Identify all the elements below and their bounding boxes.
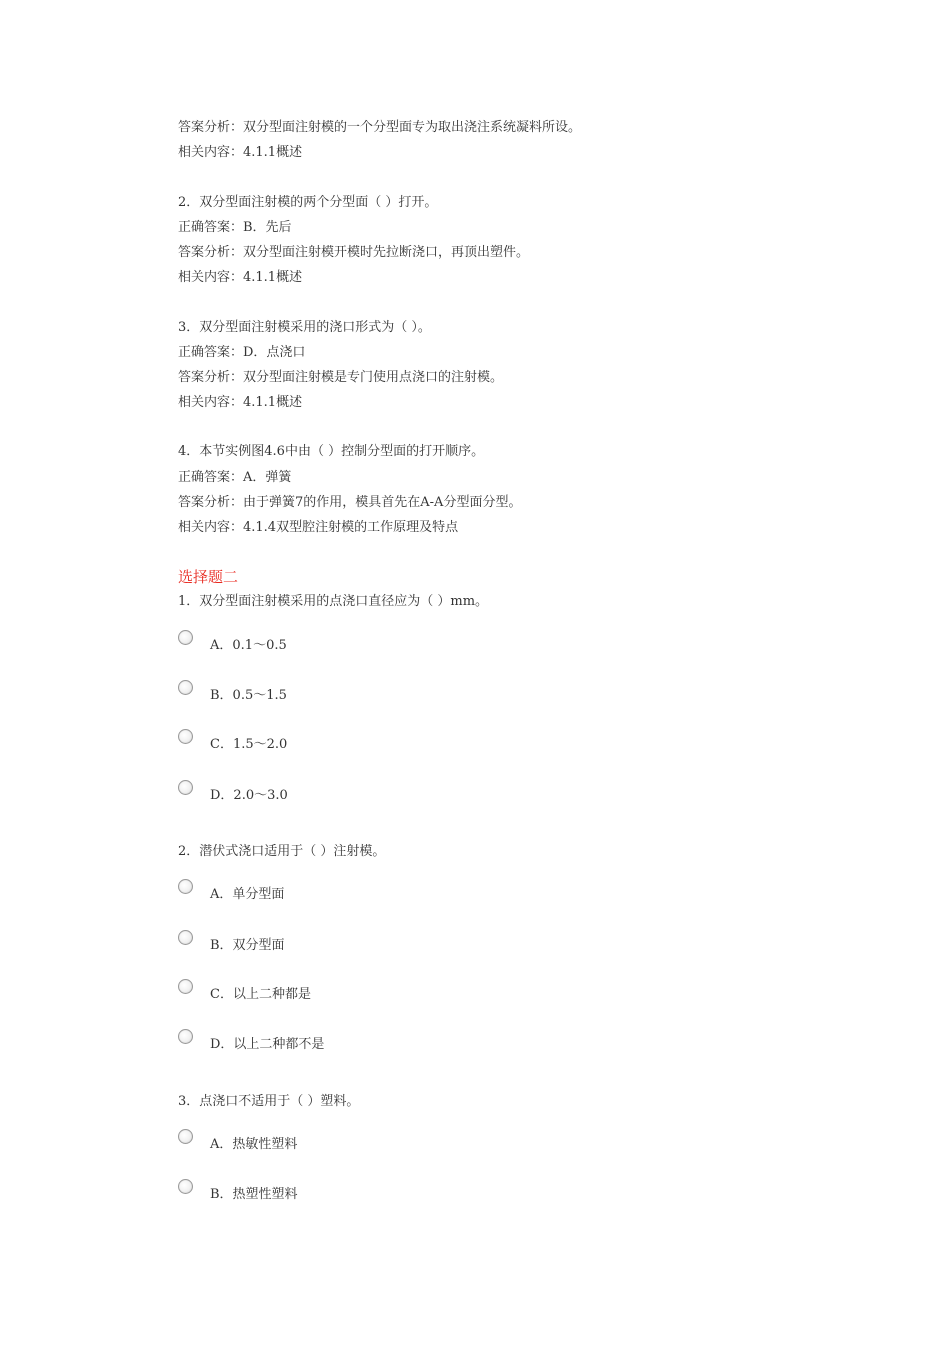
option-label: D．2.0～3.0 — [210, 788, 288, 803]
related-content: 相关内容：4.1.1概述 — [178, 270, 303, 285]
question-text: 3．点浇口不适用于（ ）塑料。 — [178, 1094, 360, 1109]
option-label: A．单分型面 — [210, 887, 285, 902]
option-label: B．0.5～1.5 — [210, 688, 287, 703]
related-content: 相关内容：4.1.1概述 — [178, 145, 303, 160]
option-label: D．以上二种都不是 — [210, 1037, 325, 1052]
option-label: A．热敏性塑料 — [210, 1137, 298, 1152]
answer-analysis: 答案分析：由于弹簧7的作用，模具首先在A-A分型面分型。 — [178, 495, 522, 510]
option-label: B．热塑性塑料 — [210, 1187, 298, 1202]
answer-analysis: 答案分析：双分型面注射模开模时先拉断浇口，再顶出塑件。 — [178, 245, 530, 260]
correct-answer: 正确答案：D．点浇口 — [178, 345, 306, 360]
question-text: 3．双分型面注射模采用的浇口形式为（ ）。 — [178, 320, 431, 335]
question-text: 2．潜伏式浇口适用于（ ）注射模。 — [178, 844, 386, 859]
question-text: 2．双分型面注射模的两个分型面（ ）打开。 — [178, 195, 438, 210]
option-label: B．双分型面 — [210, 938, 285, 953]
radio-button[interactable] — [178, 930, 193, 945]
radio-button[interactable] — [178, 1179, 193, 1194]
radio-button[interactable] — [178, 879, 193, 894]
radio-button[interactable] — [178, 780, 193, 795]
question-text: 1．双分型面注射模采用的点浇口直径应为（ ）mm。 — [178, 594, 489, 609]
option-label: A．0.1～0.5 — [210, 638, 287, 653]
option-label: C．1.5～2.0 — [210, 737, 288, 752]
option-label: C．以上二种都是 — [210, 987, 311, 1002]
radio-button[interactable] — [178, 680, 193, 695]
question-text: 4．本节实例图4.6中由（ ）控制分型面的打开顺序。 — [178, 444, 485, 459]
radio-button[interactable] — [178, 630, 193, 645]
correct-answer: 正确答案：B．先后 — [178, 220, 292, 235]
radio-button[interactable] — [178, 1029, 193, 1044]
related-content: 相关内容：4.1.4双型腔注射模的工作原理及特点 — [178, 520, 459, 535]
answer-analysis: 答案分析：双分型面注射模是专门使用点浇口的注射模。 — [178, 370, 504, 385]
radio-button[interactable] — [178, 729, 193, 744]
section-title: 选择题二 — [178, 568, 239, 586]
radio-button[interactable] — [178, 979, 193, 994]
radio-button[interactable] — [178, 1129, 193, 1144]
correct-answer: 正确答案：A．弹簧 — [178, 470, 292, 485]
related-content: 相关内容：4.1.1概述 — [178, 395, 303, 410]
answer-analysis: 答案分析：双分型面注射模的一个分型面专为取出浇注系统凝料所设。 — [178, 120, 582, 135]
